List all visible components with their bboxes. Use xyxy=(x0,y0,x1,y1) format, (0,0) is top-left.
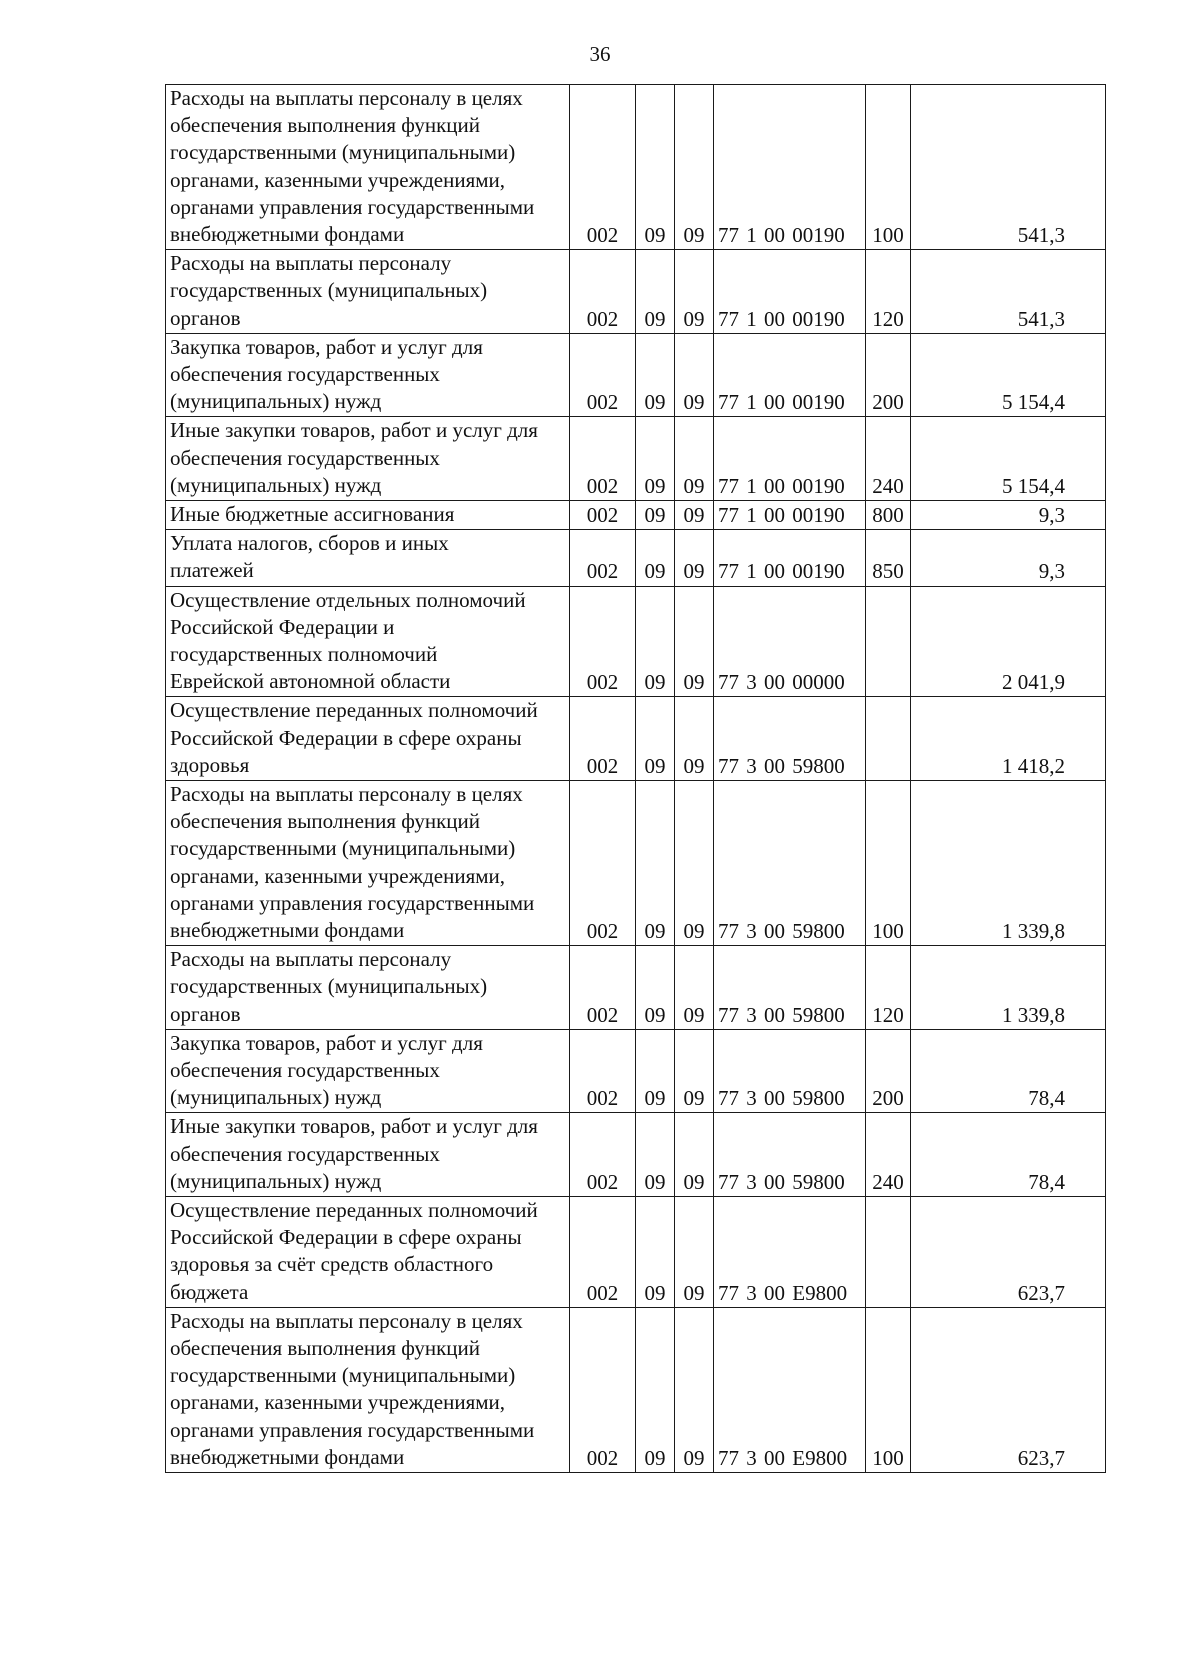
expense-name-cell: Расходы на выплаты персоналу в целях обеспечения выполнения функций государственными (муниципальными) органами, казенными учреждениями, органами управления государственными внебюджетными фондами xyxy=(166,85,570,250)
pr-cell: 09 xyxy=(675,530,714,586)
page-number: 36 xyxy=(589,42,611,66)
rz-cell: 09 xyxy=(636,1307,675,1472)
csr-cell: 77 3 00 59800 xyxy=(714,1113,866,1197)
amount-cell: 1 339,8 xyxy=(911,780,1106,945)
ved-cell: 002 xyxy=(570,946,636,1030)
rz-cell: 09 xyxy=(636,780,675,945)
expense-name-cell: Иные закупки товаров, работ и услуг для обеспечения государственных (муниципальных) нужд xyxy=(166,1113,570,1197)
vr-cell: 100 xyxy=(866,780,911,945)
ved-cell: 002 xyxy=(570,417,636,501)
pr-cell: 09 xyxy=(675,250,714,334)
ved-cell: 002 xyxy=(570,85,636,250)
vr-cell: 200 xyxy=(866,333,911,417)
amount-cell: 1 339,8 xyxy=(911,946,1106,1030)
vr-cell xyxy=(866,586,911,697)
pr-cell: 09 xyxy=(675,1029,714,1113)
pr-cell: 09 xyxy=(675,85,714,250)
expense-name-cell: Закупка товаров, работ и услуг для обеспечения государственных (муниципальных) нужд xyxy=(166,333,570,417)
csr-cell: 77 3 00 59800 xyxy=(714,946,866,1030)
pr-cell: 09 xyxy=(675,697,714,781)
pr-cell: 09 xyxy=(675,946,714,1030)
table-row xyxy=(166,946,1106,1030)
expense-name-cell: Осуществление переданных полномочий Российской Федерации в сфере охраны здоровья xyxy=(166,697,570,781)
pr-cell: 09 xyxy=(675,1113,714,1197)
csr-cell: 77 3 00 Е9800 xyxy=(714,1307,866,1472)
pr-cell: 09 xyxy=(675,1196,714,1307)
csr-cell: 77 1 00 00190 xyxy=(714,500,866,529)
amount-cell: 9,3 xyxy=(911,500,1106,529)
table-row xyxy=(166,85,1106,250)
amount-cell: 1 418,2 xyxy=(911,697,1106,781)
vr-cell: 100 xyxy=(866,85,911,250)
amount-cell: 78,4 xyxy=(911,1029,1106,1113)
table-row xyxy=(166,333,1106,417)
amount-cell: 541,3 xyxy=(911,85,1106,250)
table-row xyxy=(166,417,1106,501)
rz-cell: 09 xyxy=(636,530,675,586)
rz-cell: 09 xyxy=(636,586,675,697)
vr-cell: 240 xyxy=(866,417,911,501)
ved-cell: 002 xyxy=(570,250,636,334)
pr-cell: 09 xyxy=(675,586,714,697)
table-row xyxy=(166,250,1106,334)
table-row xyxy=(166,1307,1106,1472)
rz-cell: 09 xyxy=(636,1029,675,1113)
amount-cell: 623,7 xyxy=(911,1196,1106,1307)
rz-cell: 09 xyxy=(636,697,675,781)
table-row xyxy=(166,1113,1106,1197)
expense-name-cell: Осуществление отдельных полномочий Российской Федерации и государственных полномочий Еврейской автономной области xyxy=(166,586,570,697)
csr-cell: 77 1 00 00190 xyxy=(714,250,866,334)
vr-cell: 120 xyxy=(866,250,911,334)
pr-cell: 09 xyxy=(675,333,714,417)
amount-cell: 9,3 xyxy=(911,530,1106,586)
ved-cell: 002 xyxy=(570,697,636,781)
vr-cell xyxy=(866,1196,911,1307)
expense-name-cell: Расходы на выплаты персоналу государственных (муниципальных) органов xyxy=(166,250,570,334)
pr-cell: 09 xyxy=(675,417,714,501)
table-body xyxy=(166,85,1106,1473)
pr-cell: 09 xyxy=(675,1307,714,1472)
table-row xyxy=(166,697,1106,781)
csr-cell: 77 3 00 59800 xyxy=(714,780,866,945)
vr-cell: 850 xyxy=(866,530,911,586)
amount-cell: 623,7 xyxy=(911,1307,1106,1472)
expense-name-cell: Расходы на выплаты персоналу в целях обеспечения выполнения функций государственными (муниципальными) органами, казенными учреждениями, органами управления государственными внебюджетными фондами xyxy=(166,1307,570,1472)
amount-cell: 78,4 xyxy=(911,1113,1106,1197)
expense-name-cell: Иные закупки товаров, работ и услуг для обеспечения государственных (муниципальных) нужд xyxy=(166,417,570,501)
ved-cell: 002 xyxy=(570,1307,636,1472)
expense-name-cell: Осуществление переданных полномочий Российской Федерации в сфере охраны здоровья за счёт средств областного бюджета xyxy=(166,1196,570,1307)
expense-name-cell: Расходы на выплаты персоналу в целях обеспечения выполнения функций государственными (муниципальными) органами, казенными учреждениями, органами управления государственными внебюджетными фондами xyxy=(166,780,570,945)
rz-cell: 09 xyxy=(636,417,675,501)
vr-cell: 800 xyxy=(866,500,911,529)
csr-cell: 77 1 00 00190 xyxy=(714,417,866,501)
csr-cell: 77 3 00 00000 xyxy=(714,586,866,697)
rz-cell: 09 xyxy=(636,333,675,417)
ved-cell: 002 xyxy=(570,1196,636,1307)
ved-cell: 002 xyxy=(570,333,636,417)
table-row xyxy=(166,586,1106,697)
rz-cell: 09 xyxy=(636,1196,675,1307)
vr-cell: 240 xyxy=(866,1113,911,1197)
rz-cell: 09 xyxy=(636,85,675,250)
rz-cell: 09 xyxy=(636,946,675,1030)
ved-cell: 002 xyxy=(570,780,636,945)
ved-cell: 002 xyxy=(570,1113,636,1197)
pr-cell: 09 xyxy=(675,500,714,529)
ved-cell: 002 xyxy=(570,530,636,586)
rz-cell: 09 xyxy=(636,500,675,529)
pr-cell: 09 xyxy=(675,780,714,945)
csr-cell: 77 1 00 00190 xyxy=(714,530,866,586)
rz-cell: 09 xyxy=(636,1113,675,1197)
vr-cell: 100 xyxy=(866,1307,911,1472)
table-row xyxy=(166,780,1106,945)
budget-table xyxy=(165,84,1106,1473)
amount-cell: 5 154,4 xyxy=(911,417,1106,501)
ved-cell: 002 xyxy=(570,500,636,529)
table-row xyxy=(166,530,1106,586)
vr-cell: 120 xyxy=(866,946,911,1030)
expense-name-cell: Расходы на выплаты персоналу государственных (муниципальных) органов xyxy=(166,946,570,1030)
csr-cell: 77 1 00 00190 xyxy=(714,333,866,417)
table-row xyxy=(166,1029,1106,1113)
table-row xyxy=(166,1196,1106,1307)
amount-cell: 5 154,4 xyxy=(911,333,1106,417)
expense-name-cell: Иные бюджетные ассигнования xyxy=(166,500,570,529)
rz-cell: 09 xyxy=(636,250,675,334)
expense-name-cell: Закупка товаров, работ и услуг для обеспечения государственных (муниципальных) нужд xyxy=(166,1029,570,1113)
table-row xyxy=(166,500,1106,529)
ved-cell: 002 xyxy=(570,1029,636,1113)
amount-cell: 2 041,9 xyxy=(911,586,1106,697)
csr-cell: 77 1 00 00190 xyxy=(714,85,866,250)
expense-name-cell: Уплата налогов, сборов и иных платежей xyxy=(166,530,570,586)
ved-cell: 002 xyxy=(570,586,636,697)
csr-cell: 77 3 00 59800 xyxy=(714,697,866,781)
csr-cell: 77 3 00 59800 xyxy=(714,1029,866,1113)
csr-cell: 77 3 00 Е9800 xyxy=(714,1196,866,1307)
vr-cell: 200 xyxy=(866,1029,911,1113)
vr-cell xyxy=(866,697,911,781)
amount-cell: 541,3 xyxy=(911,250,1106,334)
